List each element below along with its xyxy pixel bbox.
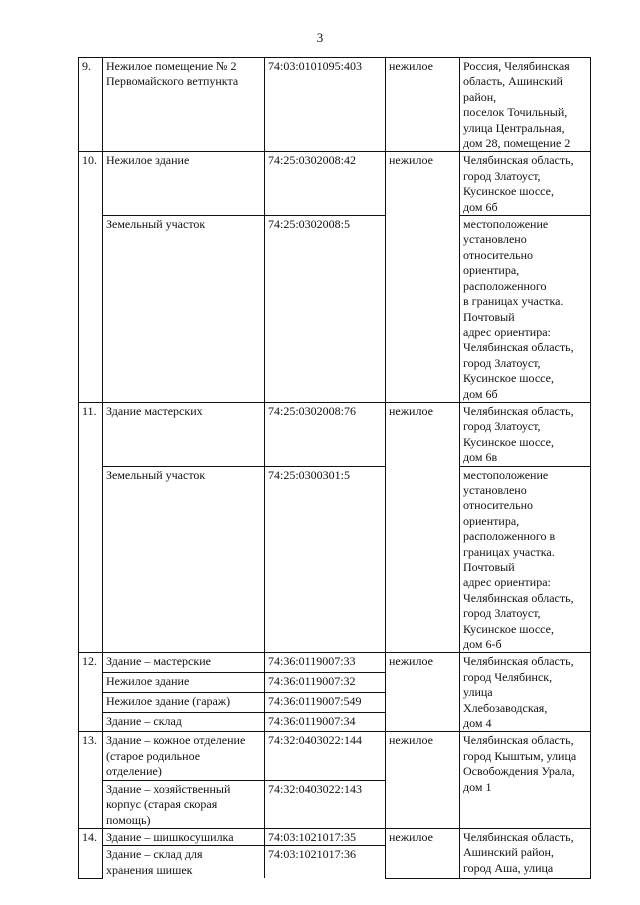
- address-line: местоположение: [463, 217, 549, 232]
- object-name: Нежилое здание: [103, 673, 265, 693]
- address-line: улица: [463, 685, 493, 700]
- object-address: [460, 58, 591, 152]
- page-number: 3: [316, 30, 324, 45]
- table-row: [79, 732, 591, 780]
- address-line: Челябинская область,: [463, 654, 574, 669]
- address-line: Кусинское шоссе,: [463, 434, 554, 449]
- address-line: Хлебозаводская,: [463, 700, 548, 715]
- address-line: расположенного в: [463, 529, 556, 544]
- address-line: район,: [463, 89, 497, 104]
- address-line: Кусинское шоссе,: [463, 621, 554, 636]
- address-line: город Челябинск,: [463, 669, 553, 684]
- object-type: нежилое: [386, 58, 460, 152]
- table-row: [79, 466, 591, 653]
- address-line: относительно: [463, 247, 534, 262]
- address-line: дом 4: [463, 716, 492, 731]
- object-name: [103, 466, 265, 653]
- object-name: Здание – шишкосушилка: [103, 828, 265, 845]
- table-row: [79, 58, 591, 152]
- cadastral-number: 74:36:0119007:32: [265, 673, 386, 693]
- object-name: [103, 732, 265, 780]
- object-name-line: помощь): [106, 812, 151, 827]
- address-line: Челябинская область,: [463, 829, 574, 844]
- object-address: [460, 216, 591, 403]
- object-name: [103, 216, 265, 403]
- address-line: ориентира,: [463, 263, 520, 278]
- cadastral-number: 74:03:1021017:36: [265, 846, 386, 878]
- address-line: Почтовый: [463, 309, 515, 324]
- object-type: нежилое: [386, 152, 460, 403]
- address-line: дом 1: [463, 779, 492, 794]
- table-row: [79, 216, 591, 403]
- address-line: установлено: [463, 482, 527, 497]
- address-line: дом 6б: [463, 199, 498, 214]
- cadastral-number: 74:25:0302008:76: [265, 402, 386, 466]
- address-line: Челябинская область,: [463, 153, 574, 168]
- table-row: [79, 152, 591, 216]
- object-address: [460, 152, 591, 216]
- object-name-line: Нежилое помещение № 2: [106, 59, 237, 73]
- object-name-line: Здание – склад для: [106, 847, 203, 862]
- address-line: адрес ориентира:: [463, 324, 551, 339]
- address-line: Челябинская область,: [463, 590, 574, 605]
- row-number: 13.: [79, 732, 103, 828]
- address-line: улица Центральная,: [463, 120, 565, 135]
- object-name-line: Земельный участок: [106, 467, 206, 482]
- object-name-line: Здание – хозяйственный: [106, 781, 231, 796]
- address-line: поселок Точильный,: [463, 105, 568, 120]
- row-number: 12.: [79, 653, 103, 732]
- address-line: дом 6в: [463, 450, 498, 465]
- object-type: нежилое: [386, 402, 460, 653]
- object-type: нежилое: [386, 653, 460, 732]
- cadastral-number: 74:25:0302008:5: [265, 216, 386, 403]
- address-line: Кусинское шоссе,: [463, 371, 554, 386]
- object-type: нежилое: [386, 828, 460, 878]
- row-number: 10.: [79, 152, 103, 403]
- table-row: [79, 828, 591, 845]
- cadastral-number: 74:36:0119007:34: [265, 712, 386, 732]
- object-address: [460, 466, 591, 653]
- cadastral-number: 74:32:0403022:144: [265, 732, 386, 780]
- address-line: относительно: [463, 498, 534, 513]
- object-name-line: Первомайского ветпункта: [106, 74, 239, 89]
- address-line: Челябинская область,: [463, 733, 574, 748]
- property-registry-table: [78, 57, 591, 879]
- object-name-line: корпус (старая скорая: [106, 797, 218, 812]
- row-number: 11.: [79, 402, 103, 653]
- address-line: Кусинское шоссе,: [463, 184, 554, 199]
- table-row: [79, 402, 591, 466]
- address-line: город Златоуст,: [463, 419, 541, 434]
- object-name: [103, 152, 265, 216]
- object-name: [103, 402, 265, 466]
- address-line: город Кыштым, улица: [463, 748, 577, 763]
- row-number: 9.: [79, 58, 103, 152]
- address-line: Челябинская область,: [463, 403, 574, 418]
- address-line: Ашинский район,: [463, 845, 554, 860]
- address-line: Россия, Челябинская: [463, 59, 570, 73]
- cadastral-number: 74:03:1021017:35: [265, 828, 386, 845]
- address-line: дом 28, помещение 2: [463, 136, 571, 151]
- cadastral-number: 74:32:0403022:143: [265, 780, 386, 828]
- address-line: дом 6-б: [463, 637, 502, 652]
- address-line: адрес ориентира:: [463, 575, 551, 590]
- address-line: город Златоуст,: [463, 168, 541, 183]
- address-line: расположенного: [463, 278, 547, 293]
- cadastral-number: 74:03:0101095:403: [265, 58, 386, 152]
- object-name-line: Здание мастерских: [106, 403, 203, 418]
- cadastral-number: 74:36:0119007:33: [265, 653, 386, 673]
- object-type: нежилое: [386, 732, 460, 828]
- object-name: [103, 780, 265, 828]
- address-line: Почтовый: [463, 560, 515, 574]
- object-name: Здание – склад: [103, 712, 265, 732]
- object-name: [103, 58, 265, 152]
- object-name: [103, 846, 265, 878]
- object-address: [460, 402, 591, 466]
- object-name: Здание – мастерские: [103, 653, 265, 673]
- object-address: [460, 732, 591, 828]
- object-address: [460, 653, 591, 732]
- address-line: Освобождения Урала,: [463, 764, 575, 779]
- address-line: Челябинская область,: [463, 340, 574, 355]
- object-name-line: Земельный участок: [106, 217, 206, 232]
- address-line: установлено: [463, 232, 527, 247]
- address-line: город Златоуст,: [463, 606, 541, 621]
- address-line: границах участка.: [463, 544, 555, 559]
- cadastral-number: 74:25:0300301:5: [265, 466, 386, 653]
- object-name: Нежилое здание (гараж): [103, 692, 265, 712]
- object-name-line: отделение): [106, 764, 162, 779]
- object-name-line: хранения шишек: [106, 862, 193, 877]
- object-name-line: Нежилое здание: [106, 153, 190, 168]
- address-line: город Златоуст,: [463, 355, 541, 370]
- address-line: область, Ашинский: [463, 74, 563, 89]
- address-line: местоположение: [463, 467, 549, 482]
- cadastral-number: 74:25:0302008:42: [265, 152, 386, 216]
- row-number: 14.: [79, 828, 103, 878]
- cadastral-number: 74:36:0119007:549: [265, 692, 386, 712]
- address-line: город Аша, улица: [463, 860, 554, 875]
- address-line: дом 6б: [463, 386, 498, 401]
- object-name-line: (старое родильное: [106, 748, 201, 763]
- object-name-line: Здание – кожное отделение: [106, 733, 246, 748]
- table-row: [79, 653, 591, 673]
- address-line: в границах участка.: [463, 294, 564, 309]
- object-address: [460, 828, 591, 878]
- address-line: ориентира,: [463, 513, 520, 528]
